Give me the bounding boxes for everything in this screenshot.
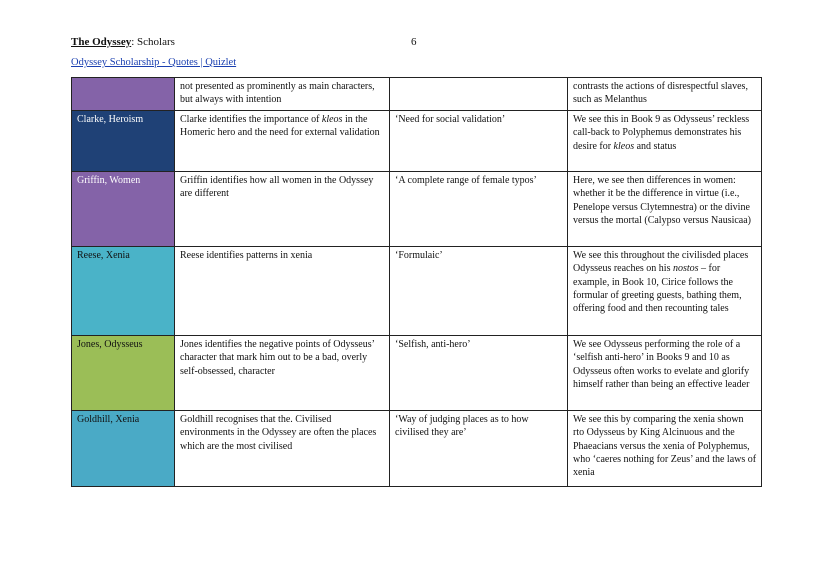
table-row	[72, 247, 762, 336]
point-text: Clarke identifies the importance of	[180, 114, 322, 125]
document-title	[71, 35, 175, 49]
page-number: 6	[411, 36, 417, 48]
table-row	[72, 111, 762, 172]
analysis-text: We see this in Book 9 as Odysseus’ reckless call-back to Polyphemus demonstrates his desire for	[573, 114, 750, 152]
scholar-cell: Griffin, Women	[72, 172, 175, 247]
scholar-cell: Reese, Xenia	[72, 247, 175, 336]
analysis-cell: We see Odysseus performing the role of a ‘selfish anti-hero’ in Books 9 and 10 as Odysseus often works to evelate and glorify himself rather than being an effective leader	[568, 336, 762, 411]
table-row	[72, 336, 762, 411]
point-emphasis: kleos	[321, 114, 343, 125]
page-header	[71, 35, 761, 51]
table-row	[72, 172, 762, 247]
title-text: The Odyssey	[71, 36, 132, 48]
scholar-cell	[72, 78, 175, 111]
point-cell: Goldhill recognises that the. Civilised environments in the Odyssey are often the places which are the most civilised	[175, 411, 390, 487]
quote-cell: ‘Need for social validation’	[390, 111, 568, 172]
point-cell	[175, 111, 390, 172]
analysis-text: – for example, in Book 10, Cirice follows the formular of greeting guests, bathing them, offering food and then recounting tales	[573, 263, 742, 315]
analysis-text: and status	[634, 140, 677, 152]
quote-cell: ‘A complete range of female typos’	[390, 172, 568, 247]
scholars-table	[71, 77, 762, 487]
analysis-cell: contrasts the actions of disrespectful slaves, such as Melanthus	[568, 78, 762, 111]
point-cell: Jones identifies the negative points of Odysseus’ character that mark him out to be a bad, overly self-obsessed, character	[175, 336, 390, 411]
quizlet-link[interactable]: Odyssey Scholarship - Quotes | Quizlet	[71, 57, 237, 68]
analysis-text: We see this throughout the civilisded places Odysseus reaches on his	[573, 250, 749, 275]
analysis-cell: We see this by comparing the xenia shown rto Odysseus by King Alcinuous and the Phaeacians versus the xenia of Polyphemus, who ‘caeres nothing for Zeus’ and the laws of xenia	[568, 411, 762, 487]
subtitle-text: : Scholars	[131, 36, 175, 48]
point-cell: not presented as prominently as main characters, but always with intention	[175, 78, 390, 111]
analysis-emphasis: nostos	[672, 263, 699, 275]
table-row	[72, 78, 762, 111]
point-text: in the Homeric hero and the need for external validation	[180, 114, 380, 139]
analysis-emphasis: kleos	[613, 140, 635, 152]
scholar-cell: Goldhill, Xenia	[72, 411, 175, 487]
analysis-cell	[568, 111, 762, 172]
scholar-cell: Jones, Odysseus	[72, 336, 175, 411]
scholar-cell: Clarke, Heroism	[72, 111, 175, 172]
point-cell: Reese identifies patterns in xenia	[175, 247, 390, 336]
quote-cell: ‘Way of judging places as to how civilised they are’	[390, 411, 568, 487]
table-row	[72, 411, 762, 487]
point-cell: Griffin identifies how all women in the Odyssey are different	[175, 172, 390, 247]
analysis-cell: Here, we see then differences in women: whether it be the difference in virtue (i.e., Penelope versus Clytemnestra) or the divine versus the mortal (Calypso versus Nausicaa)	[568, 172, 762, 247]
quote-cell	[390, 78, 568, 111]
quote-cell: ‘Selfish, anti-hero’	[390, 336, 568, 411]
quote-cell: ‘Formulaic’	[390, 247, 568, 336]
analysis-cell	[568, 247, 762, 336]
